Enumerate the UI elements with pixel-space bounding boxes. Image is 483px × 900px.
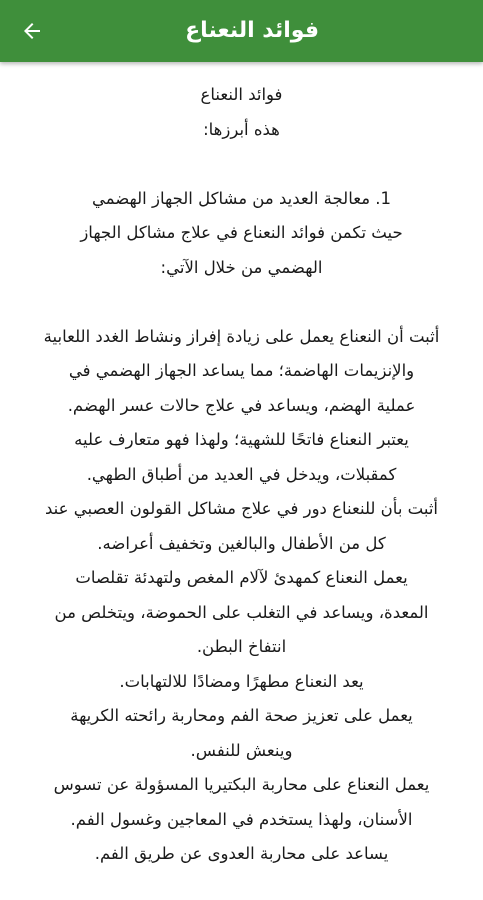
article-line: أثبت أن النعناع يعمل على زيادة إفراز ونشاط الغدد اللعابية: [43, 326, 440, 346]
app-bar: [0, 0, 483, 62]
article-line: 1. معالجة العديد من مشاكل الجهاز الهضمي: [91, 188, 392, 208]
article-line: أثبت بأن للنعناع دور في علاج مشاكل القولون العصبي عند: [44, 499, 439, 518]
article-line: يعد النعناع مطهرًا ومضادًا للالتهابات.: [119, 671, 364, 691]
article-line: [12, 147, 471, 182]
article-scroll-area[interactable]: [0, 62, 483, 900]
article-line: الأسنان، ولهذا يستخدم في المعاجين وغسول الفم.: [70, 809, 413, 829]
article-line: يعمل على تعزيز صحة الفم ومحاربة رائحته الكريهة: [70, 706, 413, 725]
arrow-back-icon: [20, 19, 44, 43]
article-line: انتفاخ البطن.: [196, 637, 287, 656]
article-body: [0, 62, 483, 872]
article-line: هذه أبرزها:: [203, 119, 280, 139]
article-line: المعدة، ويساعد في التغلب على الحموضة، ويتخلص من: [54, 602, 429, 622]
back-button[interactable]: [14, 14, 50, 48]
article-line: عملية الهضم، ويساعد في علاج حالات عسر الهضم.: [67, 395, 416, 415]
article-line: يعمل النعناع على محاربة البكتيريا المسؤولة عن تسوس: [53, 775, 430, 794]
article-line: وينعش للنفس.: [190, 740, 293, 760]
article-line: يساعد على محاربة العدوى عن طريق الفم.: [94, 844, 389, 863]
article-line: كل من الأطفال والبالغين وتخفيف أعراضه.: [97, 533, 386, 553]
article-line: [12, 285, 471, 320]
article-line: فوائد النعناع: [200, 85, 283, 104]
article-line: الهضمي من خلال الآتي:: [160, 257, 323, 277]
article-line: والإنزيمات الهاضمة؛ مما يساعد الجهاز الهضمي في: [68, 361, 415, 380]
article-line: يعتبر النعناع فاتحًا للشهية؛ ولهذا فهو متعارف عليه: [74, 430, 409, 449]
article-line: كمقبلات، ويدخل في العديد من أطباق الطهي.: [86, 464, 397, 484]
page-title: فوائد النعناع: [185, 18, 319, 43]
article-line: يعمل النعناع كمهدئ لآلام المغص ولتهدئة تقلصات: [75, 568, 408, 587]
article-line: حيث تكمن فوائد النعناع في علاج مشاكل الجهاز: [80, 223, 403, 242]
